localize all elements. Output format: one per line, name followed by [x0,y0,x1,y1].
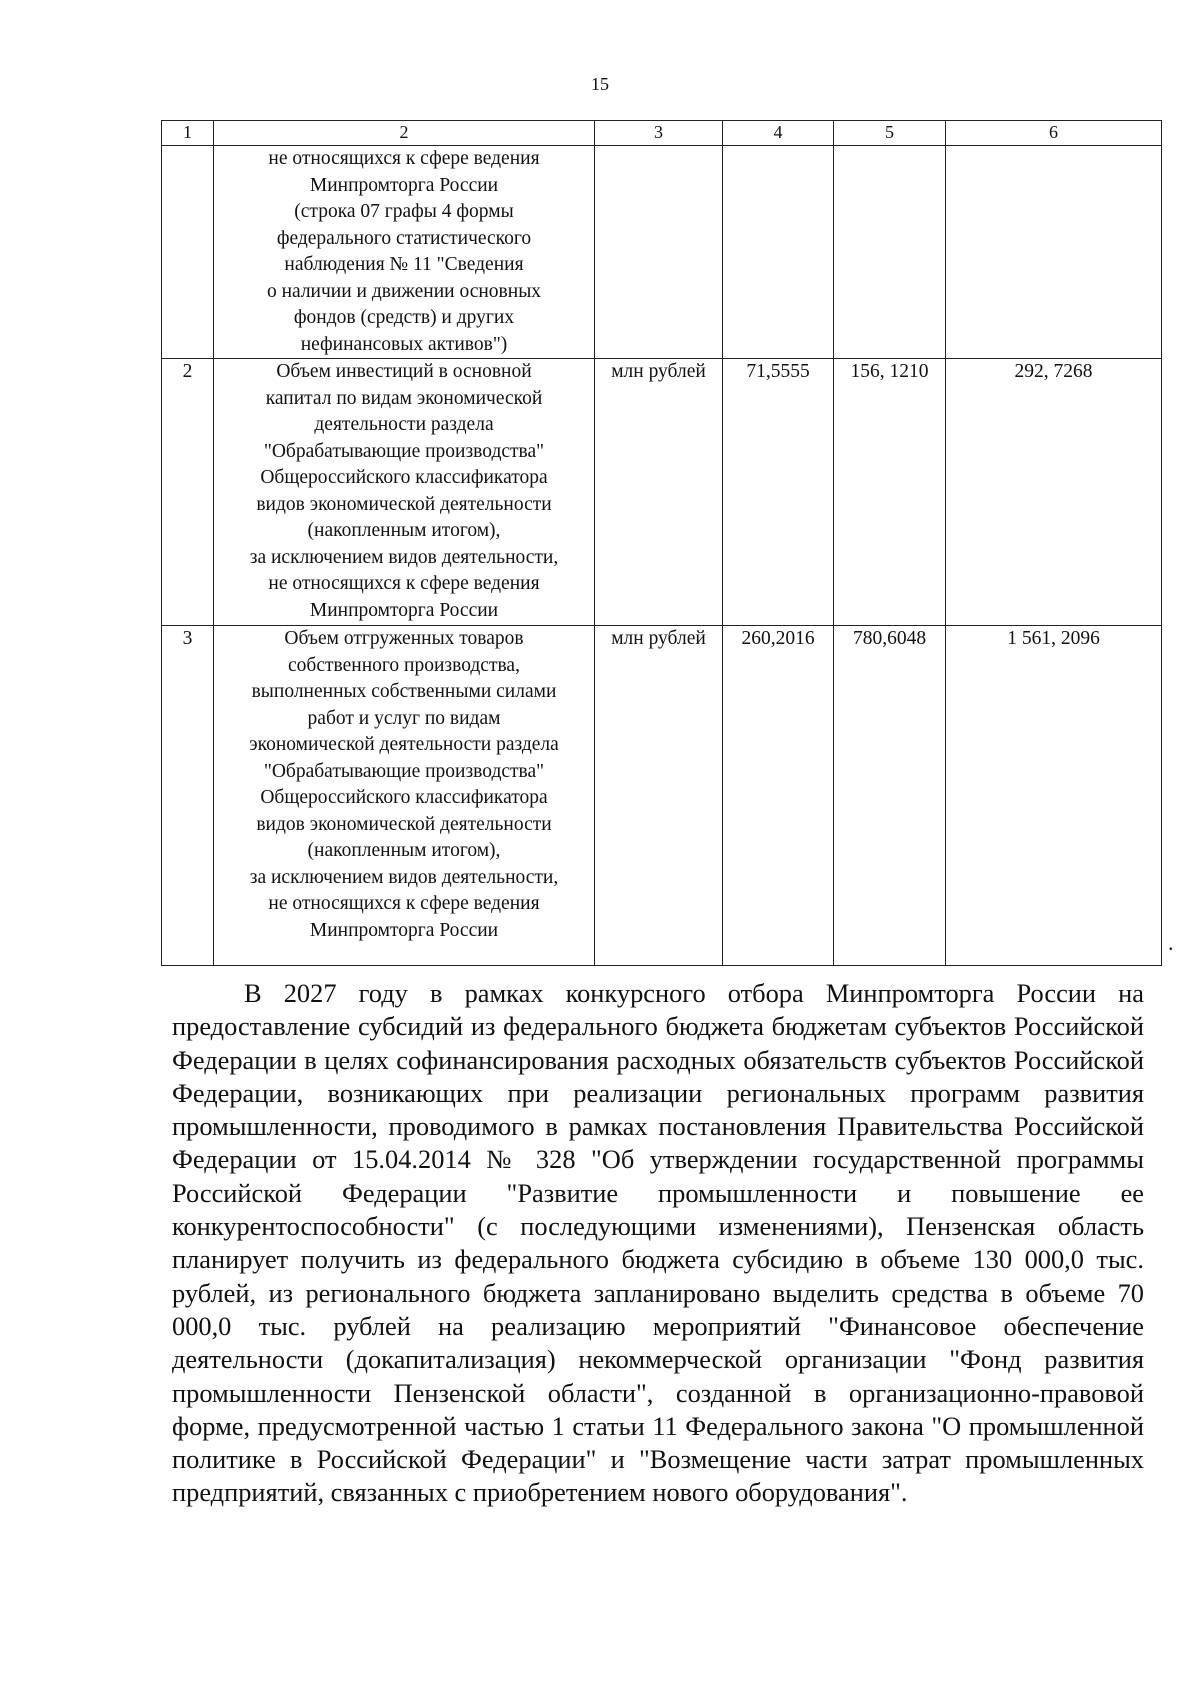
unit-cell [595,146,723,359]
column-header: 3 [595,121,723,146]
unit-cell: млн рублей [595,626,723,966]
stray-mark: . [1168,930,1174,955]
value-cell: 780,6048 [834,626,946,966]
unit-cell: млн рублей [595,359,723,626]
value-cell: 71,5555 [723,359,834,626]
table-row [162,146,1162,359]
table-row [162,626,1162,966]
table-row [162,359,1162,626]
value-cell: 156, 1210 [834,359,946,626]
indicator-cell: Объем инвестиций в основной капитал по видам экономической деятельности раздела "Обрабатывающие производства" Общероссийского классификатора видов экономической деятельности (накопленным итогом), за исключением видов деятельности, не относящихся к сфере ведения Минпромторга России [214,359,595,626]
page-number: 15 [591,74,609,94]
row-number: 2 [162,359,214,626]
value-cell: 292, 7268 [946,359,1162,626]
column-header: 6 [946,121,1162,146]
indicators-table [161,120,1162,966]
value-cell [834,146,946,359]
column-header: 1 [162,121,214,146]
column-header: 5 [834,121,946,146]
body-paragraph: В 2027 году в рамках конкурсного отбора Минпромторга России на предоставление субсидий из федерального бюджета бюджетам субъектов Российской Федерации в целях софинансирования расходных обязательств субъектов Российской Федерации, возникающих при реализации региональных программ развития промышленности, проводимого в рамках постановления Правительства Российской Федерации от 15.04.2014 № 328 "Об утверждении государственной программы Российской Федерации "Развитие промышленности и повышение ее конкурентоспособности" (с последующими изменениями), Пензенская область планирует получить из федерального бюджета субсидию в объеме 130 000,0 тыс. рублей, из регионального бюджета запланировано выделить средства в объеме 70 000,0 тыс. рублей на реализацию мероприятий "Финансовое обеспечение деятельности (докапитализация) некоммерческой организации "Фонд развития промышленности Пензенской области", созданной в организационно-правовой форме, предусмотренной частью 1 статьи 11 Федерального закона "О промышленной политике в Российской Федерации" и "Возмещение части затрат промышленных предприятий, связанных с приобретением нового оборудования". [172,978,1144,1508]
row-number: 3 [162,626,214,966]
value-cell [946,146,1162,359]
indicator-cell: не относящихся к сфере ведения Минпромторга России (строка 07 графы 4 формы федерального статистического наблюдения № 11 "Сведения о наличии и движении основных фондов (средств) и других нефинансовых активов") [214,146,595,359]
row-number [162,146,214,359]
value-cell: 260,2016 [723,626,834,966]
column-header: 2 [214,121,595,146]
indicator-cell: Объем отгруженных товаров собственного производства, выполненных собственными силами работ и услуг по видам экономической деятельности раздела "Обрабатывающие производства" Общероссийского классификатора видов экономической деятельности (накопленным итогом), за исключением видов деятельности, не относящихся к сфере ведения Минпромторга России [214,626,595,966]
table-header-row [162,121,1162,146]
column-header: 4 [723,121,834,146]
value-cell: 1 561, 2096 [946,626,1162,966]
value-cell [723,146,834,359]
